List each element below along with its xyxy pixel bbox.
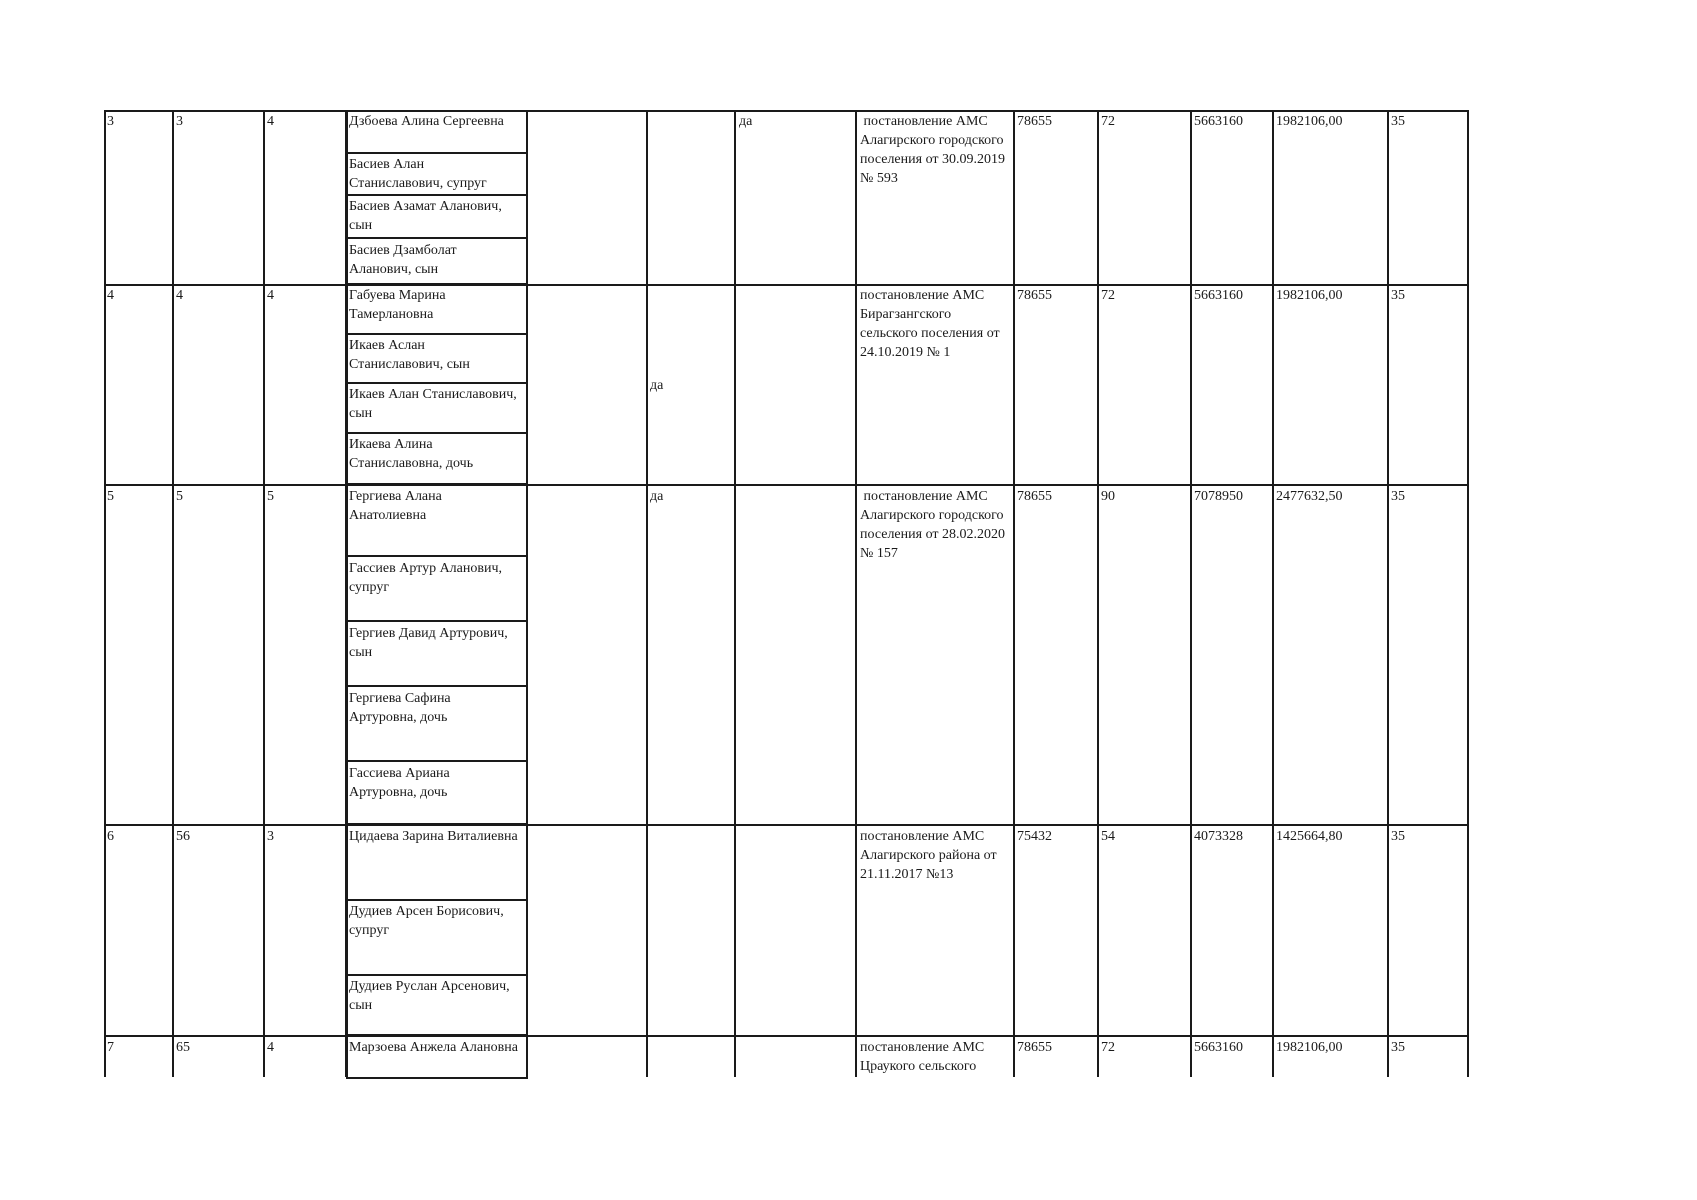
row-number: 5 [107, 489, 114, 504]
percent-value: 35 [1391, 114, 1405, 129]
members-count: 3 [267, 829, 274, 844]
document-text: 21.11.2017 №13 [860, 867, 954, 882]
column-line [1190, 110, 1192, 1077]
family-member: сын [349, 645, 373, 660]
row-line [104, 284, 1469, 286]
queue-number: 3 [176, 114, 183, 129]
column-line [1387, 110, 1389, 1077]
cost-value: 4073328 [1194, 829, 1243, 844]
family-member: Дудиев Арсен Борисович, [349, 904, 504, 919]
area-value: 72 [1101, 114, 1115, 129]
subsidy-value: 1982106,00 [1276, 288, 1343, 303]
family-member: Габуева Марина [349, 288, 446, 303]
subsidy-value: 2477632,50 [1276, 489, 1343, 504]
members-count: 4 [267, 288, 274, 303]
column-line [263, 110, 265, 1077]
status-flag: да [650, 489, 664, 504]
row-line [104, 484, 1469, 486]
family-member: Гергиев Давид Артурович, [349, 626, 508, 641]
column-line [104, 110, 106, 1077]
norm-value: 78655 [1017, 1040, 1052, 1055]
subsidy-value: 1982106,00 [1276, 1040, 1343, 1055]
family-member: сын [349, 998, 373, 1013]
row-number: 4 [107, 288, 114, 303]
row-number: 3 [107, 114, 114, 129]
column-line [855, 110, 857, 1077]
norm-value: 78655 [1017, 489, 1052, 504]
document-text: № 593 [860, 171, 898, 186]
row-line [104, 110, 1469, 112]
family-member: Марзоева Анжела Алановна [349, 1040, 518, 1055]
column-line [1013, 110, 1015, 1077]
column-line [1272, 110, 1274, 1077]
percent-value: 35 [1391, 288, 1405, 303]
family-member: Басиев Дзамболат [349, 243, 457, 258]
family-member: Дзбоева Алина Сергеевна [349, 114, 504, 129]
family-member: супруг [349, 923, 390, 938]
area-value: 72 [1101, 1040, 1115, 1055]
row-line [104, 1035, 1469, 1037]
document-text: Бирагзангского [860, 307, 952, 322]
family-member: супруг [349, 580, 390, 595]
column-line [1097, 110, 1099, 1077]
family-member: Артуровна, дочь [349, 710, 448, 725]
percent-value: 35 [1391, 489, 1405, 504]
percent-value: 35 [1391, 1040, 1405, 1055]
cost-value: 5663160 [1194, 288, 1243, 303]
document-text: постановление АМС [860, 489, 988, 504]
row-line [104, 824, 1469, 826]
document-text: поселения от 28.02.2020 [860, 527, 1005, 542]
subsidy-value: 1982106,00 [1276, 114, 1343, 129]
family-member: Анатолиевна [349, 508, 427, 523]
norm-value: 78655 [1017, 114, 1052, 129]
family-member: Басиев Алан [349, 157, 425, 172]
document-text: Алагирского городского [860, 508, 1004, 523]
family-member: Гергиева Алана [349, 489, 442, 504]
cost-value: 5663160 [1194, 114, 1243, 129]
family-member: Басиев Азамат Аланович, [349, 199, 502, 214]
family-member: Станиславович, супруг [349, 176, 487, 191]
document-text: постановление АМС [860, 288, 985, 303]
document-text: поселения от 30.09.2019 [860, 152, 1005, 167]
document-text: 24.10.2019 № 1 [860, 345, 951, 360]
document-text: постановление АМС [860, 1040, 985, 1055]
document-text: Алагирского района от [860, 848, 997, 863]
column-line [734, 110, 736, 1077]
family-member: Гассиева Ариана [349, 766, 450, 781]
column-line [172, 110, 174, 1077]
family-member: Артуровна, дочь [349, 785, 448, 800]
queue-number: 65 [176, 1040, 190, 1055]
family-member: Тамерлановна [349, 307, 434, 322]
family-member: Дудиев Руслан Арсенович, [349, 979, 510, 994]
norm-value: 78655 [1017, 288, 1052, 303]
members-count: 4 [267, 114, 274, 129]
family-member: Аланович, сын [349, 262, 439, 277]
queue-number: 56 [176, 829, 190, 844]
document-text: Алагирского городского [860, 133, 1004, 148]
family-member: Цидаева Зарина Виталиевна [349, 829, 518, 844]
area-value: 72 [1101, 288, 1115, 303]
column-line [1467, 110, 1469, 1077]
family-member: Икаев Аслан [349, 338, 425, 353]
members-count: 5 [267, 489, 274, 504]
column-line [646, 110, 648, 1077]
cost-value: 7078950 [1194, 489, 1243, 504]
cost-value: 5663160 [1194, 1040, 1243, 1055]
norm-value: 75432 [1017, 829, 1052, 844]
status-flag: да [650, 378, 664, 393]
document-text: № 157 [860, 546, 898, 561]
subsidy-value: 1425664,80 [1276, 829, 1343, 844]
family-member: Гергиева Сафина [349, 691, 451, 706]
status-flag: да [739, 114, 753, 129]
family-member: сын [349, 218, 373, 233]
document-text: постановление АМС [860, 829, 985, 844]
row-number: 6 [107, 829, 114, 844]
family-member: Икаев Алан Станиславович, [349, 387, 517, 402]
family-member: сын [349, 406, 373, 421]
document-text: сельского поселения от [860, 326, 1000, 341]
family-member: Икаева Алина [349, 437, 433, 452]
area-value: 54 [1101, 829, 1115, 844]
family-member: Станиславовна, дочь [349, 456, 474, 471]
members-count: 4 [267, 1040, 274, 1055]
queue-number: 4 [176, 288, 183, 303]
family-member: Гассиев Артур Аланович, [349, 561, 503, 576]
queue-number: 5 [176, 489, 183, 504]
document-text: Цраукого сельского [860, 1059, 977, 1074]
row-number: 7 [107, 1040, 114, 1055]
family-member: Станиславович, сын [349, 357, 470, 372]
percent-value: 35 [1391, 829, 1405, 844]
document-text: постановление АМС [860, 114, 988, 129]
area-value: 90 [1101, 489, 1115, 504]
